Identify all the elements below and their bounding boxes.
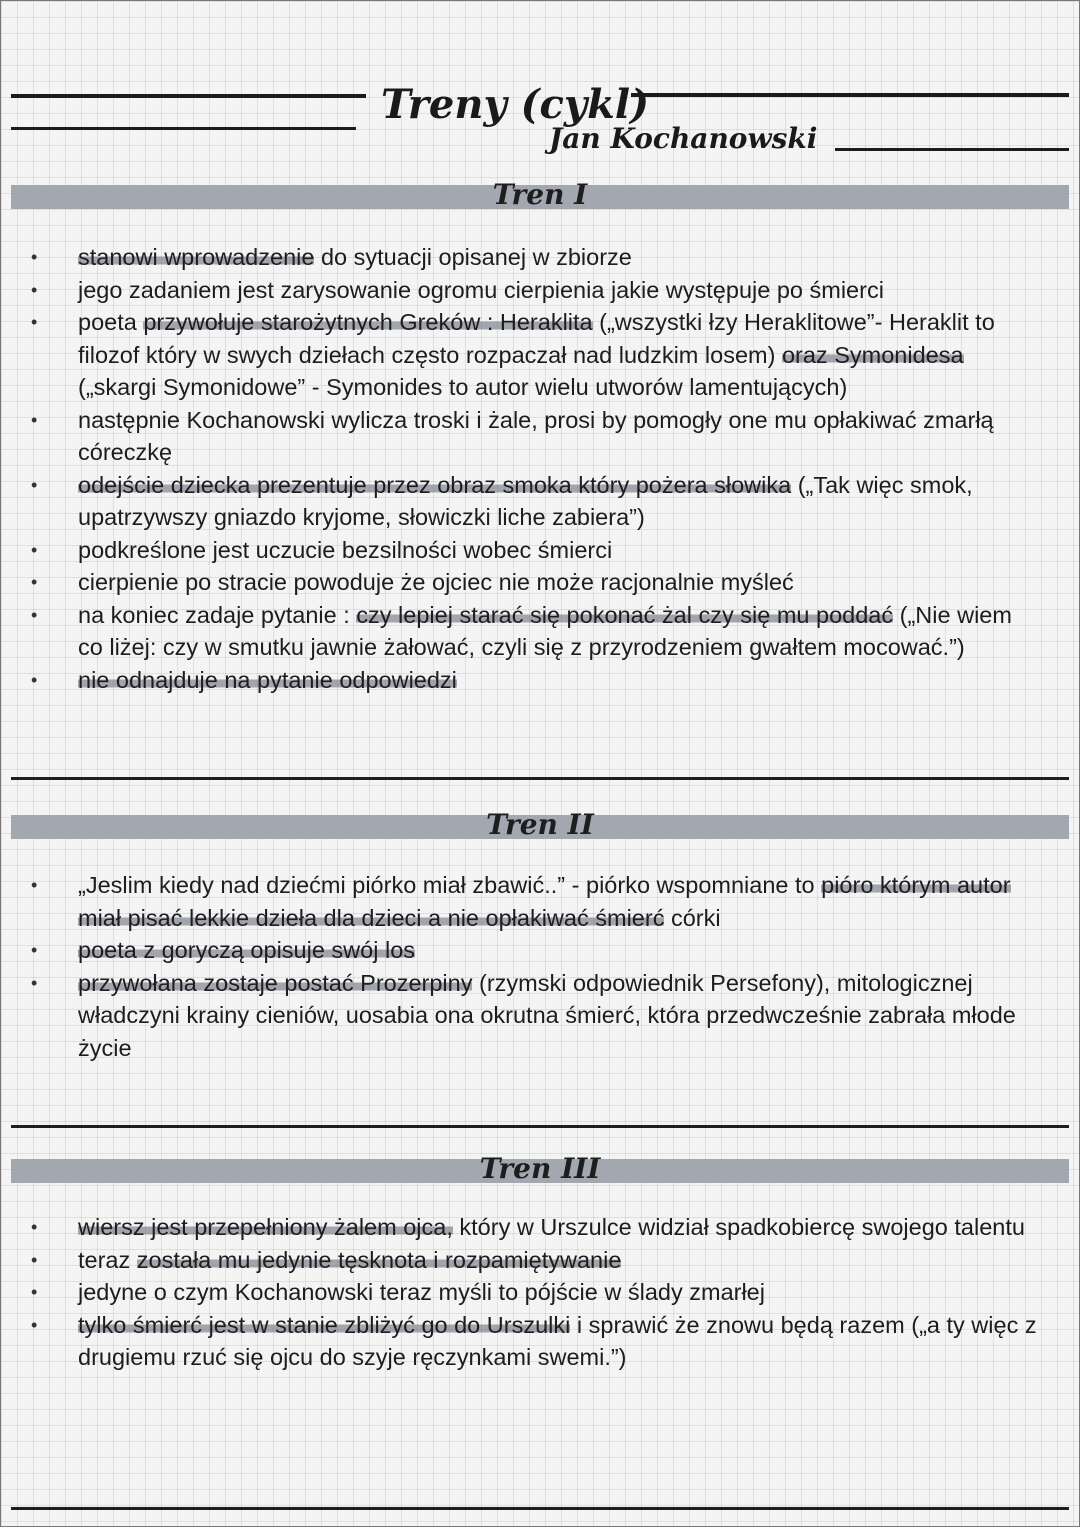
note-text: („skargi Symonidowe” - Symonides to autor wielu utworów lamentujących) — [78, 374, 848, 400]
note-item — [1, 1309, 1041, 1374]
highlighted-text: została mu jedynie tęsknota i rozpamiętywanie — [136, 1246, 622, 1273]
note-item — [1, 1211, 1041, 1244]
note-text: następnie Kochanowski wylicza troski i żale, prosi by pomogły one mu opłakiwać zmarłą córeczkę — [78, 406, 994, 465]
note-text: podkreślone jest uczucie bezsilności wobec śmierci — [78, 536, 613, 563]
header-rule-left-top — [11, 94, 366, 98]
section-band-tren-3 — [11, 1152, 1069, 1185]
note-text: jedyne o czym Kochanowski teraz myśli to pójście w ślady zmarłej — [78, 1279, 765, 1305]
note-item — [1, 934, 1041, 967]
section-heading: Tren I — [492, 178, 588, 211]
highlighted-text: czy lepiej starać się pokonać żal czy się mu poddać — [356, 601, 894, 628]
highlighted-text: pióro którym autor miał pisać lekkie dzieła dla dzieci a nie opłakiwać śmierć — [78, 872, 1011, 931]
tren-1-notes — [1, 241, 1041, 696]
note-text: („wszystki łzy Heraklitowe”- Heraklit to filozof który w swych dziełach często rozpaczał nad ludzkim losem) — [78, 309, 995, 368]
note-item — [1, 241, 1041, 274]
note-text: (rzymski odpowiednik Persefony), mitologicznej władczyni krainy cieniów, uosabia ona okrutna śmierć, która przedwcześnie zabrała młode życie — [78, 969, 1016, 1061]
highlighted-text: przywołuje starożytnych Greków : Heraklita — [143, 309, 593, 335]
note-text: jego zadaniem jest zarysowanie ogromu cierpienia jakie występuje po śmierci — [78, 276, 884, 303]
highlighted-text: odejście dziecka prezentuje przez obraz smoka który pożera słowika — [78, 471, 792, 498]
note-item — [1, 534, 1041, 567]
section-heading: Tren II — [486, 808, 594, 841]
author-name: Jan Kochanowski — [549, 122, 818, 155]
highlighted-text: tylko śmierć jest w stanie zbliżyć go do Urszulki — [78, 1311, 571, 1338]
note-item — [1, 1276, 1041, 1309]
tren-2-notes — [1, 869, 1041, 1064]
note-item — [1, 869, 1041, 934]
tren-3-notes — [1, 1211, 1041, 1374]
section-band-tren-1 — [11, 178, 1069, 211]
section-band-tren-2 — [11, 808, 1069, 841]
note-item — [1, 599, 1041, 664]
note-text: do sytuacji opisanej w zbiorze — [314, 244, 632, 270]
note-item — [1, 469, 1041, 534]
header-rule-right-top — [631, 93, 1069, 97]
note-text: i sprawić że znowu będą razem („a ty więc z drugiemu rzuć się ojcu do szyje ręczynkami swemi.”) — [78, 1311, 1037, 1370]
note-text: („Tak więc smok, upatrzywszy gniazdo kryjome, słowiczki liche zabiera”) — [78, 471, 973, 530]
section-divider — [11, 1125, 1069, 1128]
note-item — [1, 664, 1041, 697]
note-item — [1, 1244, 1041, 1277]
highlighted-text: wiersz jest przepełniony żalem ojca, — [78, 1214, 453, 1240]
highlighted-text: stanowi wprowadzenie — [78, 244, 315, 270]
note-item — [1, 274, 1041, 307]
note-item — [1, 404, 1041, 469]
page-title: Treny (cykl) — [381, 81, 649, 128]
note-item — [1, 967, 1041, 1065]
header-rule-left-bottom — [11, 127, 356, 130]
note-item — [1, 306, 1041, 404]
page-bottom-border — [11, 1507, 1069, 1510]
section-heading: Tren III — [479, 1152, 601, 1185]
highlighted-text: przywołana zostaje postać Prozerpiny — [78, 969, 473, 996]
header-rule-right-bottom — [835, 148, 1069, 151]
highlighted-text: nie odnajduje na pytanie odpowiedzi — [78, 666, 457, 693]
section-divider — [11, 777, 1069, 780]
note-text: który w Urszulce widział spadkobiercę swojego talentu — [452, 1214, 1025, 1240]
note-text: „Jeslim kiedy nad dziećmi piórko miał zbawić..” - piórko wspomniane to — [78, 872, 822, 898]
note-text: córki — [664, 904, 721, 931]
note-item — [1, 566, 1041, 599]
note-text: teraz — [78, 1246, 137, 1273]
note-text: cierpienie po stracie powoduje że ojciec nie może racjonalnie myśleć — [78, 569, 794, 595]
note-text: poeta — [78, 309, 144, 335]
highlighted-text: poeta z goryczą opisuje swój los — [78, 937, 416, 963]
highlighted-text: oraz Symonidesa — [781, 341, 964, 368]
note-text: („Nie wiem co liżej: czy w smutku jawnie żałować, czyli się z przyrodzeniem gwałtem mocować.”) — [78, 601, 1012, 660]
note-text: na koniec zadaje pytanie : — [78, 601, 357, 628]
